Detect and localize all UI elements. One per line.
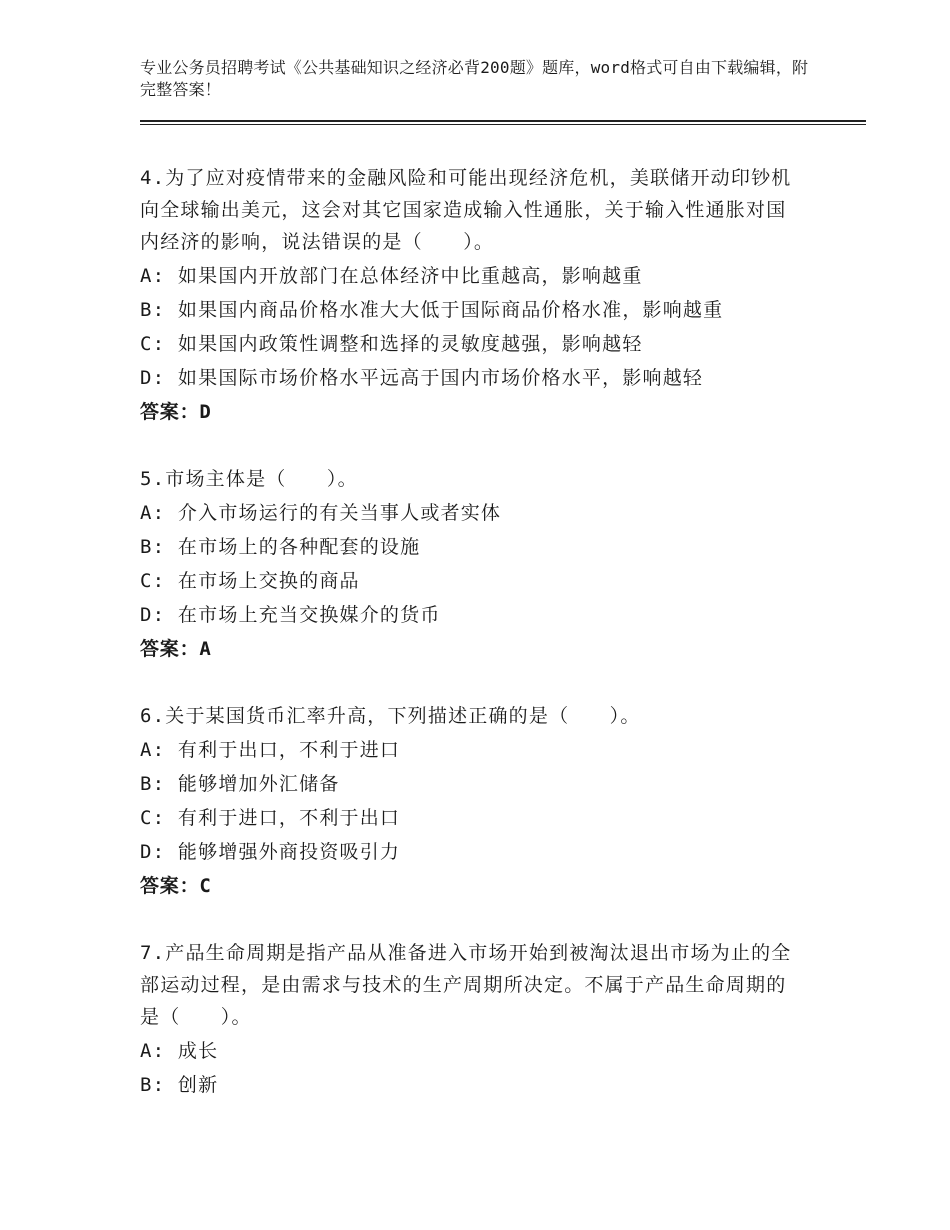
question-list	[140, 162, 800, 1136]
question-stem: 5.市场主体是（ ）。	[140, 468, 358, 490]
answer-label: 答案：C	[140, 875, 212, 897]
question-6	[140, 700, 800, 903]
option-c: C: 在市场上交换的商品	[140, 570, 360, 592]
header-divider-thin	[140, 124, 866, 125]
option-d: D: 能够增强外商投资吸引力	[140, 841, 401, 863]
option-b: B: 能够增加外汇储备	[140, 773, 340, 795]
option-c: C: 如果国内政策性调整和选择的灵敏度越强，影响越轻	[140, 333, 643, 355]
option-a: A: 成长	[140, 1040, 219, 1062]
answer-label: 答案：A	[140, 638, 212, 660]
question-5	[140, 463, 800, 666]
option-a: A: 如果国内开放部门在总体经济中比重越高，影响越重	[140, 265, 643, 287]
option-b: B: 在市场上的各种配套的设施	[140, 536, 421, 558]
question-stem: 4.为了应对疫情带来的金融风险和可能出现经济危机，美联储开动印钞机向全球输出美元，这会对其它国家造成输入性通胀，关于输入性通胀对国内经济的影响，说法错误的是（ ）。	[140, 167, 792, 253]
option-d: D: 如果国际市场价格水平远高于国内市场价格水平，影响越轻	[140, 367, 704, 389]
document-header: 专业公务员招聘考试《公共基础知识之经济必背200题》题库，word格式可自由下载编辑，附完整答案！	[140, 58, 809, 99]
option-d: D: 在市场上充当交换媒介的货币	[140, 604, 441, 626]
option-b: B: 如果国内商品价格水准大大低于国际商品价格水准，影响越重	[140, 299, 724, 321]
question-stem: 7.产品生命周期是指产品从准备进入市场开始到被淘汰退出市场为止的全部运动过程，是由需求与技术的生产周期所决定。不属于产品生命周期的是（ ）。	[140, 942, 792, 1028]
header-divider-thick	[140, 120, 866, 122]
question-7	[140, 937, 800, 1102]
question-4	[140, 162, 800, 429]
answer-label: 答案：D	[140, 401, 212, 423]
option-b: B: 创新	[140, 1074, 219, 1096]
question-stem: 6.关于某国货币汇率升高，下列描述正确的是（ ）。	[140, 705, 641, 727]
option-a: A: 有利于出口，不利于进口	[140, 739, 401, 761]
option-a: A: 介入市场运行的有关当事人或者实体	[140, 502, 502, 524]
option-c: C: 有利于进口，不利于出口	[140, 807, 401, 829]
